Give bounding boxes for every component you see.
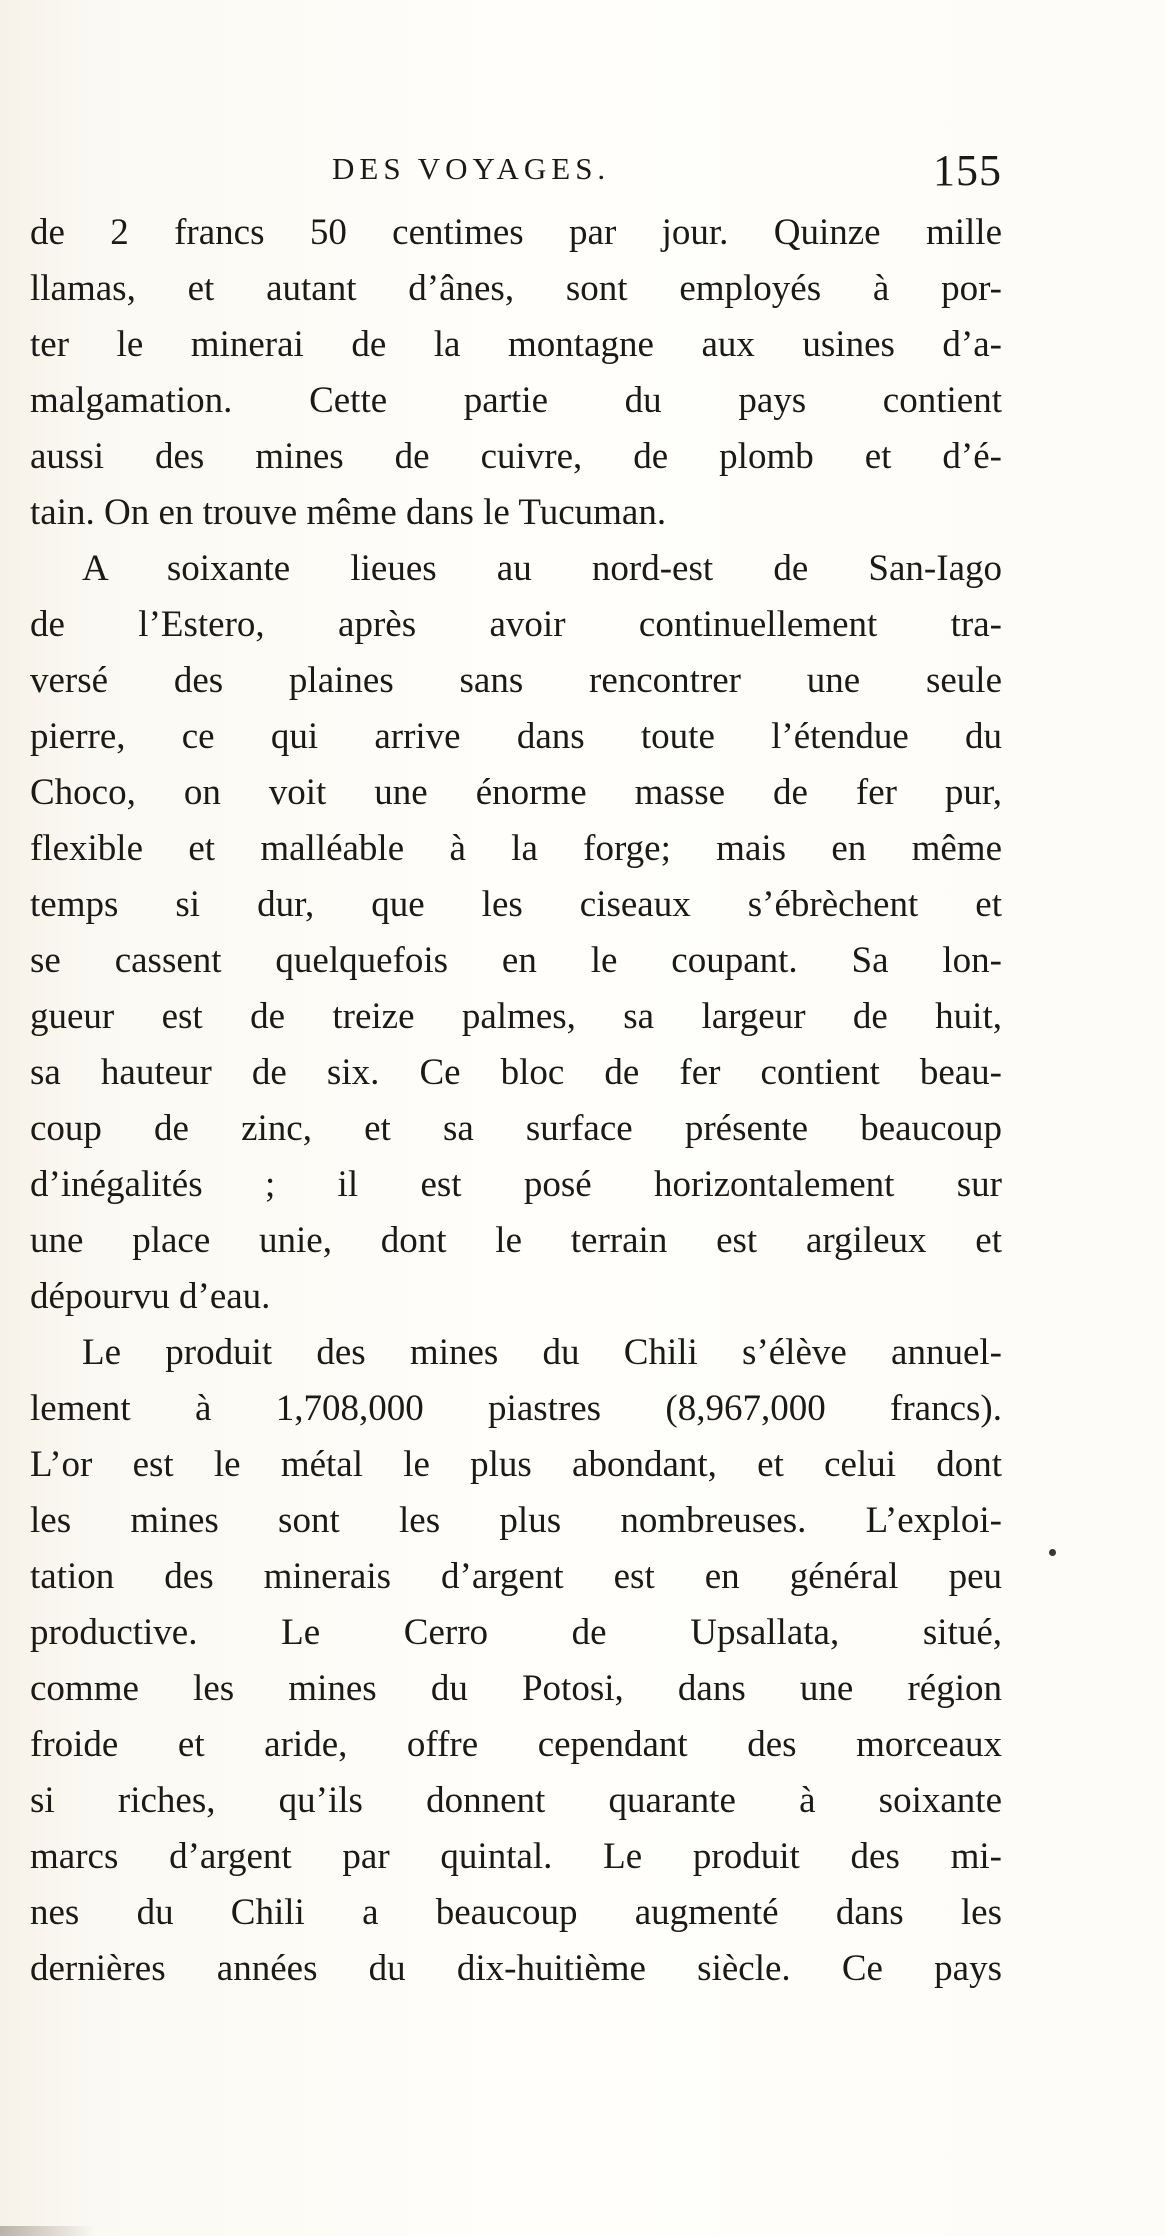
- text-line: llamas, et autant d’ânes, sont employés à por-: [30, 268, 1002, 309]
- text-line: tation des minerais d’argent est en général peu: [30, 1556, 1002, 1597]
- text-line: coup de zinc, et sa surface présente beaucoup: [30, 1108, 1002, 1149]
- text-line: sa hauteur de six. Ce bloc de fer contient beau-: [30, 1052, 1002, 1093]
- text-line: versé des plaines sans rencontrer une seule: [30, 660, 1002, 701]
- ink-speck: [1049, 1549, 1056, 1556]
- body-text: [30, 205, 1002, 1997]
- text-line: nes du Chili a beaucoup augmenté dans les: [30, 1892, 1002, 1933]
- text-line: si riches, qu’ils donnent quarante à soixante: [30, 1780, 1002, 1821]
- text-line: comme les mines du Potosi, dans une région: [30, 1668, 1002, 1709]
- text-line: de l’Estero, après avoir continuellement tra-: [30, 604, 1002, 645]
- text-line: malgamation. Cette partie du pays contient: [30, 380, 1002, 421]
- page-number: 155: [933, 146, 1002, 195]
- text-line: productive. Le Cerro de Upsallata, situé,: [30, 1612, 1002, 1653]
- text-line: de 2 francs 50 centimes par jour. Quinze mille: [30, 212, 1002, 253]
- paragraph-first-line: Le produit des mines du Chili s’élève annuel-: [82, 1332, 1002, 1373]
- text-line: ter le minerai de la montagne aux usines d’a-: [30, 324, 1002, 365]
- text-line: se cassent quelquefois en le coupant. Sa lon-: [30, 940, 1002, 981]
- text-line: L’or est le métal le plus abondant, et celui dont: [30, 1444, 1002, 1485]
- text-line: tain. On en trouve même dans le Tucuman.: [30, 492, 667, 533]
- text-line: gueur est de treize palmes, sa largeur de huit,: [30, 996, 1002, 1037]
- text-line: aussi des mines de cuivre, de plomb et d’é-: [30, 436, 1002, 477]
- text-line: une place unie, dont le terrain est argileux et: [30, 1220, 1002, 1261]
- text-line: froide et aride, offre cependant des morceaux: [30, 1724, 1002, 1765]
- text-line: marcs d’argent par quintal. Le produit des mi-: [30, 1836, 1002, 1877]
- page-edge-smudge: [0, 2226, 95, 2236]
- text-line: dernières années du dix-huitième siècle. Ce pays: [30, 1948, 1002, 1989]
- text-line: temps si dur, que les ciseaux s’ébrèchent et: [30, 884, 1002, 925]
- text-line: Choco, on voit une énorme masse de fer pur,: [30, 772, 1002, 813]
- running-head: DES VOYAGES.: [332, 151, 611, 186]
- paragraph-first-line: A soixante lieues au nord-est de San-Iago: [82, 548, 1002, 589]
- text-line: lement à 1,708,000 piastres (8,967,000 francs).: [30, 1388, 1002, 1429]
- text-line: d’inégalités ; il est posé horizontalement sur: [30, 1164, 1002, 1205]
- text-line: les mines sont les plus nombreuses. L’exploi-: [30, 1500, 1002, 1541]
- text-line: flexible et malléable à la forge; mais en même: [30, 828, 1002, 869]
- text-line: dépourvu d’eau.: [30, 1276, 271, 1317]
- page-header: [30, 145, 1002, 195]
- text-line: pierre, ce qui arrive dans toute l’étendue du: [30, 716, 1002, 757]
